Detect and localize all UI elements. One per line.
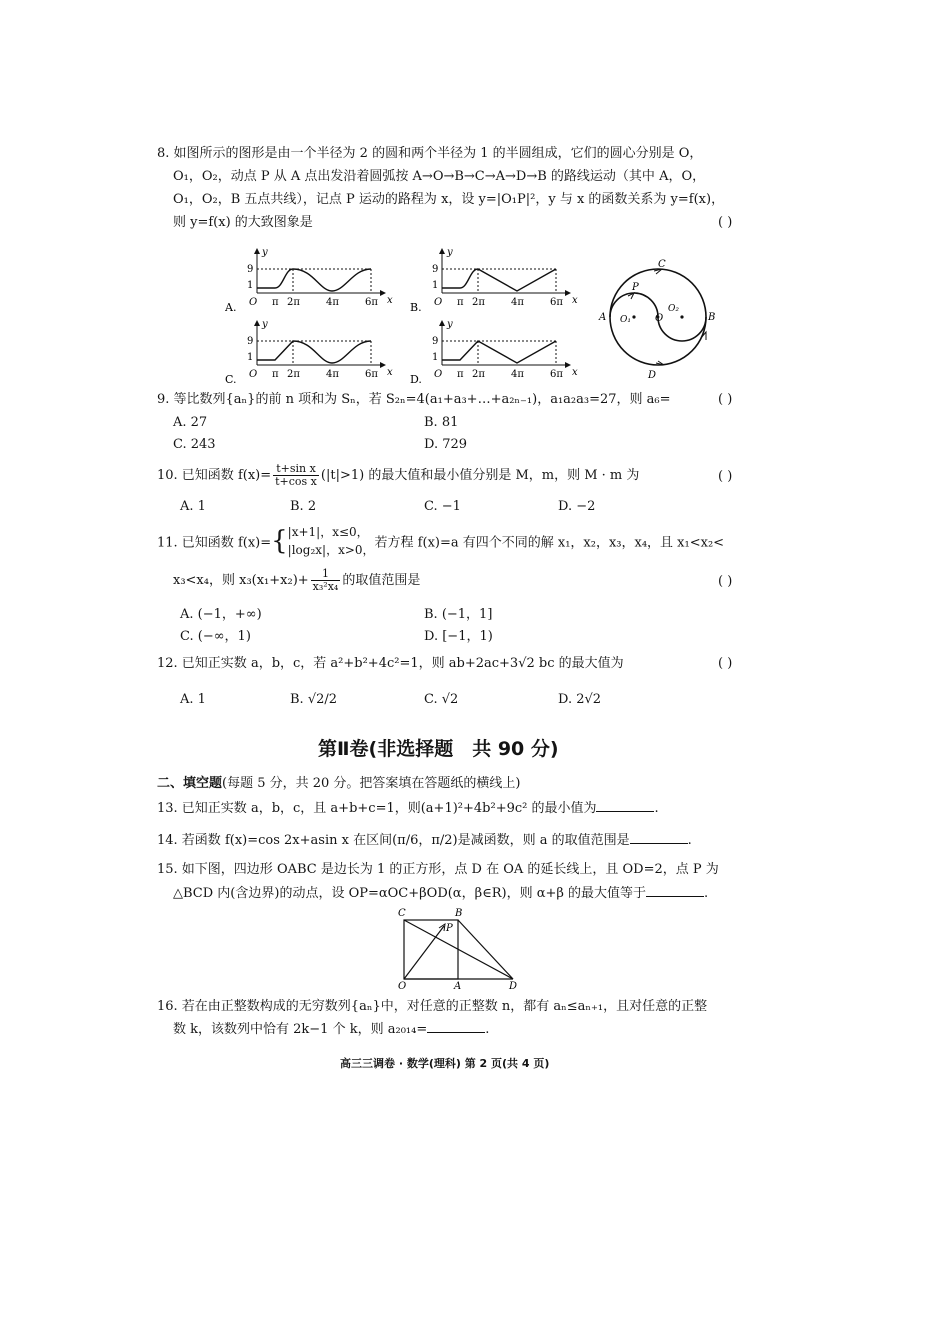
q9-option-a: A. 27 xyxy=(173,415,208,430)
q8-option-c-label: C. xyxy=(225,373,237,386)
q15-figure xyxy=(392,905,527,990)
svg-text:D: D xyxy=(648,370,657,381)
svg-text:x: x xyxy=(387,367,393,378)
q10-fraction: $\frac{\text{t+sin x}}{\text{t+cos x}}$ xyxy=(275,462,317,488)
q8-line-3: O₁，O₂，B 五点共线），记点 P 运动的路程为 x，设 y=|O₁P|²，y 与 x 的函数关系为 y=f(x)， xyxy=(173,192,725,207)
q8-option-b-label: B. xyxy=(410,301,422,314)
svg-text:A: A xyxy=(454,981,462,990)
svg-text:D: D xyxy=(509,981,518,990)
svg-text:4π: 4π xyxy=(511,369,524,380)
svg-text:6π: 6π xyxy=(550,369,563,380)
q8-graph-c xyxy=(225,319,393,386)
svg-text:P: P xyxy=(632,282,639,293)
svg-text:O: O xyxy=(398,981,407,990)
q11-stem: 11. 已知函数 f(x)={ |x+1|，x≤0， |log₂x|，x>0， 若方程 f(x)=a 有四个不同的解 x₁，x₂，x₃，x₄，且 x₁<x₂< xyxy=(157,525,725,557)
q10-option-b: B. 2 xyxy=(290,499,317,514)
q16-line-1: 16. 若在由正整数构成的无穷数列{aₙ}中，对任意的正整数 n，都有 aₙ≤aₙ₊₁，且对任意的正整 xyxy=(157,999,708,1014)
svg-text:O: O xyxy=(249,297,258,308)
svg-text:x: x xyxy=(572,295,578,306)
q11-option-d: D. [−1，1) xyxy=(424,629,493,644)
q8-option-a-label: A. xyxy=(225,301,237,314)
page-footer: 高三三调卷 · 数学(理科) 第 2 页(共 4 页) xyxy=(340,1057,550,1070)
q9-stem: 9. 等比数列{aₙ}的前 n 项和为 Sₙ，若 S₂ₙ=4(a₁+a₃+…+a₂ₙ₋₁)，a₁a₂a₃=27，则 a₆= xyxy=(157,392,671,407)
svg-text:y: y xyxy=(447,247,453,258)
svg-text:1: 1 xyxy=(432,280,439,291)
svg-text:6π: 6π xyxy=(365,297,378,308)
svg-text:O: O xyxy=(434,369,443,380)
svg-text:O₁: O₁ xyxy=(620,315,631,325)
section-title: 第Ⅱ卷(非选择题 共 90 分) xyxy=(318,738,559,760)
svg-text:π: π xyxy=(272,297,279,308)
q11-option-c: C. (−∞，1) xyxy=(180,629,251,644)
svg-text:1: 1 xyxy=(247,352,254,363)
q8-graphs xyxy=(225,245,625,390)
q13-answer-blank[interactable] xyxy=(596,799,654,812)
q11-line-2: x₃<x₄，则 x₃(x₁+x₂)+ $\frac{1}{\text{x₃²x₄}}$ 的取值范围是 xyxy=(173,567,421,593)
svg-text:C: C xyxy=(658,259,666,270)
svg-text:π: π xyxy=(457,297,464,308)
q8-graph-d xyxy=(410,319,578,386)
q12-option-b: B. √2/2 xyxy=(290,692,338,707)
q10-stem: 10. 已知函数 f(x)= $\frac{\text{t+sin x}}{\text{t+cos x}}$ (|t|>1) 的最大值和最小值分别是 M，m，则 M · m 为 xyxy=(157,462,640,488)
q14-answer-blank[interactable] xyxy=(630,831,688,844)
svg-text:y: y xyxy=(262,247,268,258)
q11-fraction: $\frac{1}{\text{x₃²x₄}}$ xyxy=(312,567,339,593)
svg-text:x: x xyxy=(572,367,578,378)
svg-text:y: y xyxy=(447,319,453,330)
svg-text:O: O xyxy=(655,313,664,324)
q9-option-d: D. 729 xyxy=(424,437,468,452)
svg-text:P: P xyxy=(446,923,453,934)
q8-graph-b xyxy=(410,247,578,314)
svg-text:6π: 6π xyxy=(365,369,378,380)
svg-text:B: B xyxy=(708,312,716,323)
q8-line-1: 8. 如图所示的图形是由一个半径为 2 的圆和两个半径为 1 的半圆组成，它们的圆心分别是 O， xyxy=(157,146,703,161)
q10-answer-paren: ( ) xyxy=(718,469,733,484)
fill-in-heading: 二、填空题(每题 5 分，共 20 分。把答案填在答题纸的横线上) xyxy=(157,776,521,791)
q15-line-1: 15. 如下图，四边形 OABC 是边长为 1 的正方形，点 D 在 OA 的延长线上，且 OD=2，点 P 为 xyxy=(157,862,719,877)
svg-text:9: 9 xyxy=(432,336,439,347)
q12-stem: 12. 已知正实数 a，b，c，若 a²+b²+4c²=1，则 ab+2ac+3√2 bc 的最大值为 xyxy=(157,656,624,671)
q10-option-c: C. −1 xyxy=(424,499,461,514)
q12-option-c: C. √2 xyxy=(424,692,459,707)
svg-text:9: 9 xyxy=(432,264,439,275)
svg-text:C: C xyxy=(398,908,406,919)
svg-text:9: 9 xyxy=(247,264,254,275)
svg-text:1: 1 xyxy=(432,352,439,363)
q12-option-d: D. 2√2 xyxy=(558,692,602,707)
q8-option-d-label: D. xyxy=(410,373,422,386)
q9-option-c: C. 243 xyxy=(173,437,216,452)
svg-text:O: O xyxy=(434,297,443,308)
svg-text:6π: 6π xyxy=(550,297,563,308)
svg-text:4π: 4π xyxy=(326,297,339,308)
svg-text:2π: 2π xyxy=(472,297,485,308)
svg-text:4π: 4π xyxy=(326,369,339,380)
q9-option-b: B. 81 xyxy=(424,415,459,430)
svg-text:O: O xyxy=(249,369,258,380)
q12-option-a: A. 1 xyxy=(180,692,206,707)
q8-graph-a xyxy=(225,247,393,314)
svg-text:π: π xyxy=(272,369,279,380)
q16-line-2: 数 k，该数列中恰有 2k−1 个 k，则 a₂₀₁₄= . xyxy=(173,1022,490,1037)
q10-option-d: D. −2 xyxy=(558,499,596,514)
svg-text:1: 1 xyxy=(247,280,254,291)
svg-text:B: B xyxy=(455,908,463,919)
q16-answer-blank[interactable] xyxy=(427,1020,485,1033)
q11-option-b: B. (−1，1] xyxy=(424,607,493,622)
q8-answer-paren: ( ) xyxy=(718,215,733,230)
svg-text:π: π xyxy=(457,369,464,380)
svg-text:4π: 4π xyxy=(511,297,524,308)
svg-text:9: 9 xyxy=(247,336,254,347)
q8-line-2: O₁，O₂，动点 P 从 A 点出发沿着圆弧按 A→O→B→C→A→D→B 的路线运动（其中 A，O， xyxy=(173,169,706,184)
svg-text:2π: 2π xyxy=(287,369,300,380)
svg-text:x: x xyxy=(387,295,393,306)
svg-text:y: y xyxy=(262,319,268,330)
q9-answer-paren: ( ) xyxy=(718,392,733,407)
q15-line-2: △BCD 内(含边界)的动点，设 OP=αOC+βOD(α，β∈R)，则 α+β 的最大值等于 . xyxy=(173,886,709,901)
q14-interval: (π/6，π/2) xyxy=(392,833,458,848)
q10-option-a: A. 1 xyxy=(180,499,206,514)
q8-circle-figure xyxy=(598,258,718,383)
svg-text:O₂: O₂ xyxy=(668,304,679,314)
q15-answer-blank[interactable] xyxy=(646,884,704,897)
q12-answer-paren: ( ) xyxy=(718,656,733,671)
svg-text:2π: 2π xyxy=(287,297,300,308)
svg-text:2π: 2π xyxy=(472,369,485,380)
q11-option-a: A. (−1，+∞) xyxy=(180,607,262,622)
q14-stem: 14. 若函数 f(x)=cos 2x+asin x 在区间(π/6，π/2)是减函数，则 a 的取值范围是 . xyxy=(157,833,692,848)
q11-cases: |x+1|，x≤0， |log₂x|，x>0， xyxy=(287,525,375,557)
q8-line-4: 则 y=f(x) 的大致图象是 xyxy=(173,215,313,230)
q11-answer-paren: ( ) xyxy=(718,574,733,589)
q13-stem: 13. 已知正实数 a，b，c，且 a+b+c=1，则(a+1)²+4b²+9c² 的最小值为 . xyxy=(157,801,659,816)
svg-text:A: A xyxy=(599,312,607,323)
